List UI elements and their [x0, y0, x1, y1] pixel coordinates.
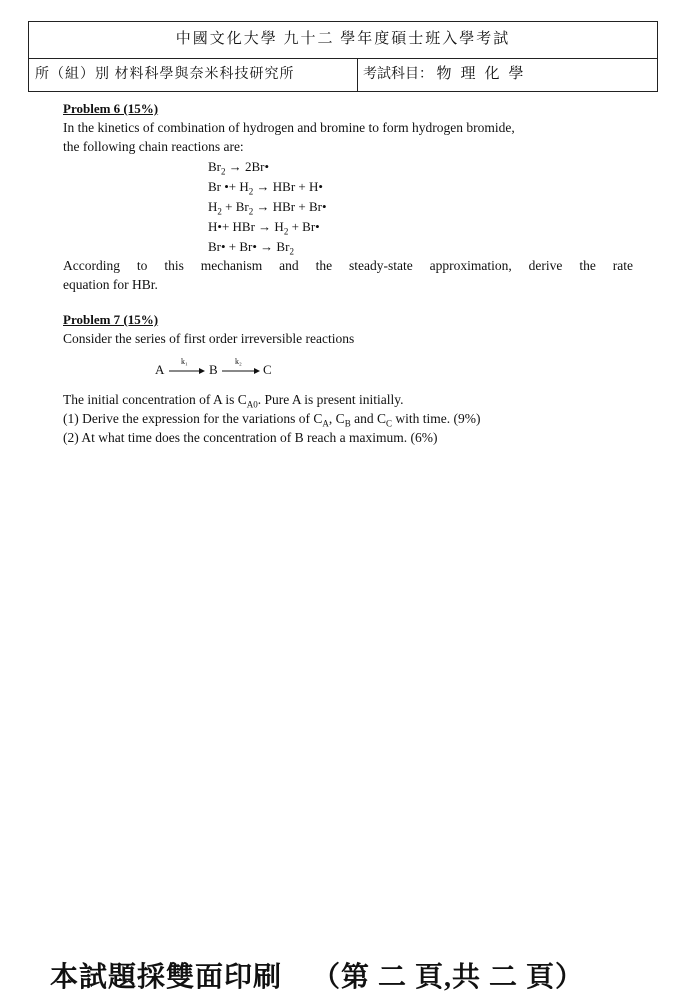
species-b: B: [209, 362, 218, 377]
exam-header-table: [28, 21, 658, 92]
problem7-intro: Consider the series of first order irreversible reactions: [63, 331, 355, 346]
problem6-conclusion-line1: According to this mechanism and the steady-state approximation, derive the rate: [63, 258, 633, 273]
subject-label: 考試科目：: [363, 67, 433, 82]
problem7-question-1: (1) Derive the expression for the variations of $C_A$, $C_B$ and $C_C$ with time. (9%): [63, 411, 481, 429]
reaction-step-1: $Br_2$ → 2Br•: [208, 159, 270, 177]
problem6-conclusion-line2: equation for HBr.: [63, 277, 158, 292]
reaction-step-3: $H_2 + Br_2$ → HBr + Br•: [208, 199, 327, 217]
problem6-title: Problem 6 (15%): [63, 101, 159, 116]
exam-info-row: [29, 58, 657, 91]
page-number: （第 二 頁,共 二 頁）: [312, 962, 585, 993]
reaction-step-4: H•+ HBr → $H_2$ + Br•: [208, 219, 320, 237]
department-value: 材料科學與奈米科技研究所: [114, 67, 295, 82]
problem6-intro-line1: In the kinetics of combination of hydrogen and bromine to form hydrogen bromide,: [63, 120, 515, 135]
subject-value: 物理化學: [436, 66, 533, 82]
problem6-intro-line2: the following chain reactions are:: [63, 139, 244, 154]
subject-cell: [363, 58, 533, 91]
species-a: A: [155, 362, 165, 377]
rate-constant-k2: k₂: [235, 357, 242, 366]
reaction-step-2: Br •+ $H_2$ → HBr + H•: [208, 179, 323, 197]
print-notice: 本試題採雙面印刷: [50, 962, 283, 993]
species-c: C: [263, 362, 272, 377]
rate-constant-k1: k₁: [181, 357, 188, 366]
department-label: 所（組）別: [35, 67, 110, 82]
reaction-arrow-2: [220, 366, 262, 376]
problem7-initial-condition: The initial concentration of A is $C_{A0}$. Pure A is present initially.: [63, 392, 404, 410]
problem7-question-2: (2) At what time does the concentration of B reach a maximum. (6%): [63, 430, 438, 445]
problem7-title: Problem 7 (15%): [63, 312, 159, 327]
series-reaction-diagram: [155, 357, 285, 380]
exam-title: 中國文化大學 九十二 學年度碩士班入學考試: [29, 22, 657, 59]
reaction-arrow-1: [167, 366, 207, 376]
page-footer: [50, 955, 584, 995]
cell-divider: [357, 58, 358, 91]
reaction-step-5: Br• + Br• → $Br_2$: [208, 239, 294, 257]
department-cell: [35, 58, 295, 91]
